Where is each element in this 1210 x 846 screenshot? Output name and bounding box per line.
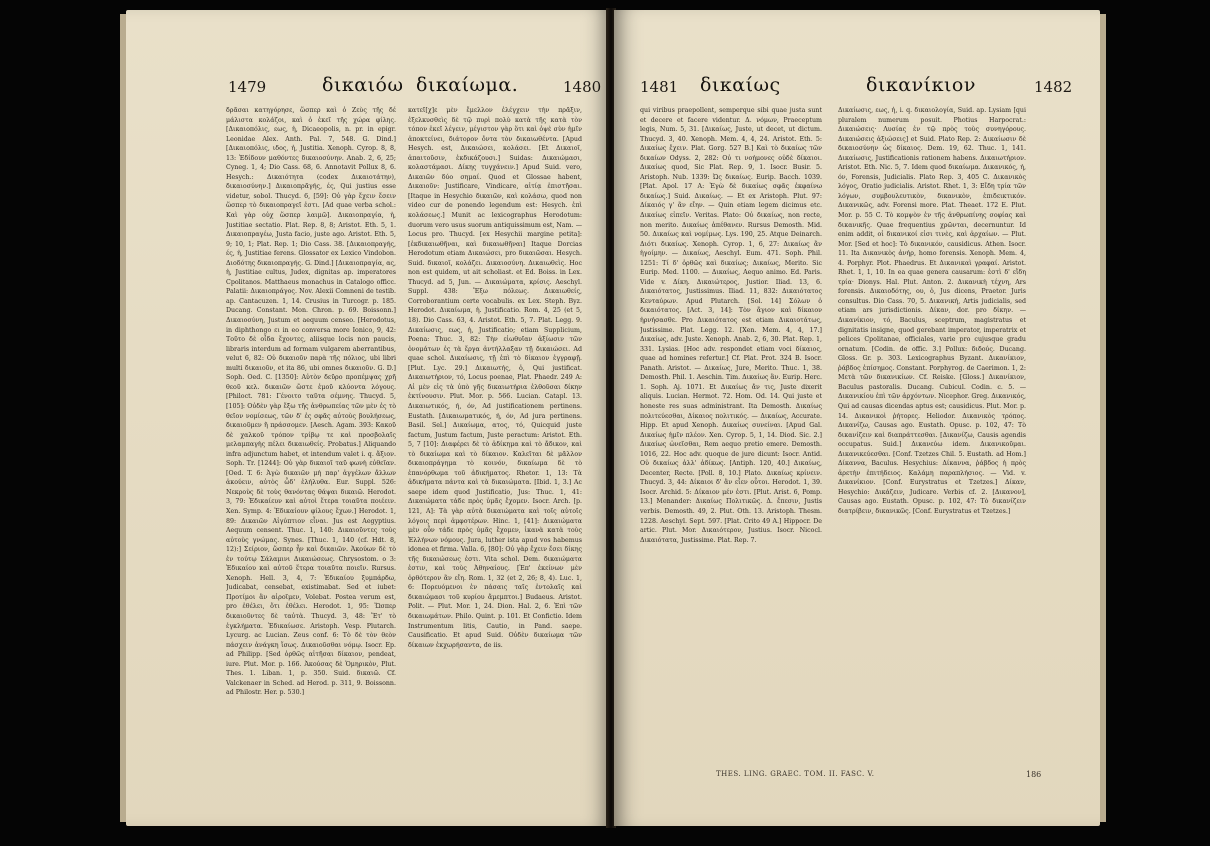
column-text: qui viribus praepollent, semperque sibi quae justa sunt et decere et facere videntur. Δ. νόμων, Praeceptum legis, Num. 5, 31. [Δικαίως, Juste, ut decet, ut dictum. Thucyd. 3, 40. Xenoph. Mem. 4, 4, 24. Aristot. Eth. 5: Δικαίως ἔχειν. Plat. Gorg. 527 B.] Καὶ τὸ δικαίως τῶν δικαίων Odyss. 2, 282: Οὐ τι νοήμονες οὐδὲ δίκαιοι. Δικαίως quod, Sic Plat. Rep. 9, 1. Isocr. Busir. 5. Aristoph. Nub. 1339: Ὡς δικαίως. Eurip. Bacch. 1039. [Plat. Apol. 17 A: Ἐγὼ δὲ δικαίως σφᾶς ἐκφαίνω δικαίως.] Suid. Δικαίως. — Et ex Aristoph. Plut. 97: Δίκαιός γ' ἂν εἴην. — Quin etiam legem dicimus etc. Δικαίως εἰπεῖν. Veritas. Plato: Οὐ δικαίως, non recte, non merito. Δικαίως ἀπέθανεν. Rursus Demosth. Mid. 50. Δικαίως καὶ νομίμως. Lys. 190, 25. Atque Deinarch. Διότι δικαίως. Xenoph. Cyrop. 1, 6, 27: Δικαίως ἂν ἡγοίμην. — Δικαίως, Aeschyl. Eum. 471. Soph. Phil. 1251: Τί δ' ὀρθῶς καὶ δικαίως; Δικαίως, Merito. Sic Eurip. Med. 1100. — Δικαίως, Aequo animo. Ed. Paris. Vide v. Δίκη. Δικαιώτερος, Justior. Iliad. 13, 6. Δικαιότατος, Justissimus. Iliad. 11, 832: Δικαιότατος Κενταύρων. Apud Plutarch. [Sol. 14] Σόλων ὁ δικαιότατος. [Act. 3, 14]: Τὸν ἅγιον καὶ δίκαιον ἠρνήσασθε. Pro Δικαιότατος est etiam Δικαιοτάτως, Justissime. Plat. Legg. 12. [Xen. Mem. 4, 4, 17.] Δικαίως, adv. Juste. Xenoph. Anab. 2, 6, 30. Plat. Rep. 1, 331. Lysias. [Hoc adv. respondet etiam voci δίκαιος, quae ad homines refertur.] Cf. Plat. Prot. 324 B. Isocr. Panath. Aristot. — Δικαίως, Jure, Merito. Thuc. 1, 38. Demosth. Phil. 1. Aeschin. Tim. Δικαίως ἂν. Eurip. Herc. 1. Soph. Aj. 1071. Et Δικαίως ἄν τις, Juste dixerit aliquis. Lucian. Hermot. 72. Hom. Od. 14. Qui juste et honeste res suas administrant. Ita Demosth. Δικαίως πολιτεύεσθαι, Δίκαιος πολιτικός. — Δικαίως, Accurate. Hipp. Et apud Xenoph. Δικαίως συνείναι. [Apud Gal. Δικαίως ἡμῖν πλέον. Xen. Cyrop. 5, 1, 14. Diod. Sic. 2.] Δικαίως ὠνεῖσθαι, Rem aequo pretio emere. Demosth. 1016, 22. Hoc adv. quoque de jure dicunt: Isocr. Antid. Οὐ δικαίως ἀλλ' ἀδίκως. [Antiph. 120, 40.] Δικαίως, Decenter, Recte. [Poll. 8, 10.] Plato. Δικαίως κρίνειν. Thucyd. 3, 44: Δίκαιοι δ' ἂν εἶεν οὗτοι. Herodot. 1, 39. Isocr. Archid. 5: Δίκαιον μέν ἐστι. [Plut. Arist. 6, Pomp. 13.] Menander: Δικαίως Πολιτικῶς. Δ. ἔπεσιν, Justis verbis. Demosth. 49, 2. Plut. Oth. 13. Aristoph. Thesm. 1228. Aeschyl. Sept. 597. [Plat. Crito 49 A.] Hippocr. De artic. Plut. Mor. Δικαιότερον, Justius. Isocr. Nicocl. Δικαιότατα, Justissime. Plat. Rep. 7.	[640, 107, 822, 544]
running-head-left: δικαίως	[700, 74, 781, 96]
running-head-right: δικαίωμα.	[416, 74, 519, 96]
right-page-header	[614, 74, 1100, 100]
column-text: δρᾶσαι κατηγόρησε, ὥσπερ καὶ ὁ Ζεὺς τῆς δέ μάλιστα κολάζοι, καὶ ὁ ἐκεῖ τῆς χώρα φίλης. [Δικαιοπόλις, εως, ἡ, Dicaeopolis, n. pr. in epigr. Leonidae Alex. Anth. Pal. 7, 548. G. Dind.] [Δικαιοπόλις, ιδος, ἡ, Justitia. Xenoph. Cyrop. 8, 8, 13: Ἐδίδουν μαθόντες δικαιοσύνην. Anab. 2, 6, 25; Cyneg. 1, 4; Dio Cass. 68, 6. Annotavit Pollux 8, 6. Hesych.: Δικαιότητα (codex Δικαιοτάτην), δικαιοσύνην.] Δικαιοπρᾶγής, ές, Qui justius esse videtur, sobol. Thucyd. 6, [59]: Οὐ γὰρ ἔχειν ἔσειν ὥσπερ τὸ δικαιοπραγεῖ ἐστι. [Ad quae verba schol.: Καὶ γὰρ οὐχ ὥσπερ λαιμῶ]. Δικαιοπραγία, ἡ, Justitiae sectatio. Plat. Rep. 8, 8; Aristot. Eth. 5, 1. Δικαιοπραγέω, Justa facio, juste ago. Aristot. Eth. 5, 9; 10, 1; Plat. Rep. 1; Dio Cass. 38. [Δικαιοπραγής, ές, ἡ, Justitiae ferens. Glossator ex Lexico Vindobon. Διοδότης δικαιοπραγής. G. Dind.] [Δικαιοπραγία, ας, ἡ, Justitiae cultus, Judex, dignitas ap. imperatores Cpolitanos. Matthaeus monachus in Catalogo officc. Palatii: Δικαιοπράγος. Nov. Alexii Comneni de testib. ap. Cantacuzen. 1, 14. Crusius in Turcogr. p. 185. Ducang. Constant. Mon. Chron. p. 69. Boissonn.] Δικαιοσύνη, Justum et aequum censeo. [Herodotus, in diphthongo ει in eo conversa more Ionico, 9, 42: Τοῦτο δὲ οἶδα ἔχοντες, aliisque locis non paucis, libraris interdum ad formam vulgarem aberrantibus, velut 6, 82: Οὐ δικαιοῦν παρὰ τῆς πόλιος, ubi libri multi δικαιοῦν, et ita 86, ubi omnes δικαιοῦν. G. D.] Soph. Oed. C. [1350]: Αὐτὸν δεῦρο προπέμψας χρῆ θεοῦ κελ. δικαιῶν ὥστε ἐμοῦ κλύοντα λόγους. [Philoct. 781: Γένοιτο ταῦτα σέμνης. Thucyd. 5, [105]: Οὐδὲν γὰρ ἔξω τῆς ἀνθρωπείας τῶν μὲν ἐς τὸ θεῖον νομίσεως, τῶν δ' ἐς σφᾶς αὐτοὺς βουλήσεως, δικαιοῦμεν ἢ πράσσομεν. [Aesch. Agam. 393: Κακοῦ δὲ χαλκοῦ τρόπον τρίβῳ τε καὶ προσβολαῖς μελαμπαγὴς πέλει δικαιωθείς. Probatus.] Aliquando infra adjunctum habet, et intendum valet i. q. ἄξιον. Soph. Tr. [1244]: Οὐ γὰρ δικαιοῖ ταῦ φωνὴ εὐθεῖαν. [Oed. T. 6: Ἁγὼ δικαιῶν μὴ παρ' ἀγγέλων ἄλλων ἀκούειν, αὐτὸς ὧδ' ἐλήλυθα. Eur. Suppl. 526: Νεκροὺς δὲ τοὺς θανόντας θάψαι δικαιῶ. Herodot. 3, 79: Ἐδικαίευν καὶ αὐτοὶ ἕτερα τοιαῦτα ποιέειν. Xen. Symp. 4: Ἐδικαίουν φίλους ἔχων.] Herodot. 1, 89: Δικαιῶν Αἰγύπτιον εἶναι. Jus est Aegyptius. Aequum censent. Thuc. 1, 140: Δικαιοῦντες τοὺς αὐτοὺς γνώμας. Synes. [Thuc. 1, 140 (cf. Hdt. 8, 12):] Σείριον, ὥσπερ ἦν καὶ δικαιῶν. Ἀκούων δὲ τὸ ἐν τούτῳ Σάλαμινι Δικαιώσεως. Chrysostom. ο 3: Ἐδικαίου καὶ αὐτοῦ ἕτερα τοιαῦτα ποιεῖν. Rursus. Xenoph. Hell. 3, 4, 7: Ἐδικαίου ξυμπάρδω, Judicabat, censebat, existimabat. Sed et iubet: Προτίμοι ἂν αἰροῖμεν, Volebat. Postea verum est, pro ἐθέλει, ὅτι ἐθέλει. Herodot. 1, 95: Ὥσπερ δικαιοῦντες δὲ ταὐτὰ. Thucyd. 3, 48: Ἔτ' τὸ ἐγκλήματα. Ἐδικαίωσε. Aristoph. Vesp. Plutarch. Lycurg. ac Lucian. Zeus conf. 6: Τὸ δὲ τὸν θεὸν πάσχειν ἀνάγκη ἴσως. Δικαιοῦσθαι νόμῳ. Isocr. Ep. ad Philipp. [Sed ὀρθῶς αἰτῆσαι δίκαιον, pendeat, iure. Plut. Mor. p. 166. Ἀκούσας δὲ Ὁμηρικὸν, Plut. Thes. 1. Liban. 1, p. 350. Suid. δικαιῶ. Cf. Valckenaer in Sched. ad Herod. p. 311, 9. Boissonn. ad Philostr. Her. p. 530.]	[226, 107, 396, 697]
page-number-1482: 1482	[1034, 78, 1073, 96]
text-column	[226, 106, 396, 766]
page-edge-right	[1100, 14, 1106, 822]
running-head-left: δικαιόω	[322, 74, 404, 96]
text-column	[838, 106, 1026, 766]
signature-line: THES. LING. GRAEC. TOM. II. FASC. V.	[716, 770, 875, 778]
right-page	[614, 10, 1100, 826]
running-head-right: δικανίκιον	[866, 74, 976, 96]
text-column	[640, 106, 822, 766]
page-number-1479: 1479	[228, 78, 267, 96]
page-number-1481: 1481	[640, 78, 679, 96]
column-text: κατεῖ[χ]ε μὲν ἔμελλον ἐλέγχειν τὴν πρᾶξιν, ἐξελκυσθεὶς δὲ τῷ πυρὶ πολὺ κατὰ τῆς κατὰ τὸν τόπον ἐκεῖ λέγειν, μέγιστον γὰρ ὅτι καὶ ὀψὲ σὺν ἡμῖν ἀποκτείνει, διάτορον ὄντα τὸν δικαιωθέντα. [Apud Hesych. est, Δικαιώσει, κολάσει. [Et Δικαιοῖ, ἀπαιτοῦσιν, ἐκδικάζουσι.] Suidas: Δικαιώμασι, κολαστάμασι. Δίκης τυγχάνειν.] Apud Suid. vero, Δικαιῶν δύο σημαί. Quod et Glossae habent, Δικαιοῦν: Justificare, Vindicare, αἰτίᾳ ἐπιστῆσαι. [Itaque in Hesychio δικαιῶν, καὶ κολάσω, quod non video cur de ponendo legendum est: Hesych. ἐπὶ κολάσεως.] Munit ac lexicographus Herodotum: duorum vero usus suorum antiquissimum est, Nam. — Locus pro. Thucyd. [ex Hesychii margine petita]: [ἐκδικαιωθῆναι, καὶ δικαιωθῆναι] Itaque Dorcias Herodotum etiam Δικαιώσει, pro δικαιῶσαι. Hesych. Suid. δικαιοῖ, κολάζει. Δικαιοσύνη. Δικαιωθεὶς. Hoc non est quidem, ut ait scholiast. et Ed. Boiss. in Lex. Thucyd. ad 5, Jun. — Δικαιώματα, κρίσις. Aeschyl. Suppl. 438: Ἔξω πόλεως. Δικαιωθείς, Corroborantium certe vocabulis. ex Lex. Steph. Byz. Herodot. Δικαίωμα, ἡ. Justificatio. Rom. 4, 25 (et 5, 18). Dio Cass. 63, 4. Aristot. Eth. 5, 7. Plat. Legg. 9. Δικαίωσις, εως, ἡ, Justificatio; etiam Supplicium, Poena: Thuc. 3, 82: Τὴν εἰωθυῖαν ἀξίωσιν τῶν ὀνομάτων ἐς τὰ ἔργα ἀντήλλαξαν τῇ δικαιώσει. Ad quae schol. Δικαίωσις, τῇ ἐπὶ τὸ δίκαιον ἐγγραφῇ. [Plut. Lyc. 29.] Δικαιωτής, ὁ, Qui justificat. Δικαιωτήριον, τό, Locus poenae, Plat. Phaedr. 249 A: Αἱ μὲν εἰς τὰ ὑπὸ γῆς δικαιωτήρια ἐλθοῦσαι δίκην ἐκτίνουσιν. Plut. Mor. p. 566. Lucian. Catapl. 13. Δικαιωτικός, ή, όν, Ad justificationem pertinens. Eustath. [Δικαιωματικός, ή, όν, Ad jura pertinens. Basil. Sel.] Δικαίωμα, ατος, τό, Quicquid juste factum, Justum factum, Juste peractum: Aristot. Eth. 5, 7 [10]: Διαφέρει δὲ τὸ ἀδίκημα καὶ τὸ ἄδικον, καὶ τὸ δικαίωμα καὶ τὸ δίκαιον. Καλεῖται δὲ μᾶλλον δικαιοπράγημα τὸ κοινόν, δικαίωμα δὲ τὸ ἐπανόρθωμα τοῦ ἀδικήματος. Rhetor. 1, 13: Τὰ ἀδικήματα πάντα καὶ τὰ δικαιώματα. [Ibid. 1, 3.] Ac saepe idem quod Justificatio, Jus: Thuc. 1, 41: Δικαιώματα τάδε πρὸς ὑμᾶς ἔχομεν. Isocr. Arch. [p. 121, A]: Τὰ γὰρ αὐτὰ δικαιώματα καὶ τοῖς αὐτοῖς λόγοις περὶ ἀμφοτέρων. Hinc. 1, [41]: Δικαιώματα μὲν οὖν τάδε πρὸς ὑμᾶς ἔχομεν, ἱκανὰ κατὰ τοὺς Ἑλλήνων νόμους. Jura, luther ista apud vos habemus idonea et firma. Valla. 6, [80]: Οὐ γὰρ ἔχειν ἔσει δίκης τῆς δικαιώσεως ἐστι. Vita schol. Dem. δικαιώματα ἐστιν, καὶ τοὺς Ἀθηναίους. [Ἐπ' ἐκείνων μὲν ὀρθότερον ἂν εἴη. Rom. 1, 32 (et 2, 26; 8, 4). Luc. 1, 6: Πορευόμενοι ἐν πάσαις ταῖς ἐντολαῖς καὶ δικαιώμασι τοῦ κυρίου ἄμεμπτοι.] Budaeus. Aristot. Polit. — Plut. Mor. 1, 24. Dion. Hal. 2, 6. Ἐπὶ τῶν δικαιωμάτων. Philo. Quint. p. 101. Et Confictio. Idem Instrumentum litis, Cautio, in Pand. saepe. Causificatio. Et apud Suid. Οὐδὲν δικαίωμα τῶν δίκαιων ἐκχωρήσαντα, de iis.	[408, 107, 582, 649]
left-page-header	[126, 74, 610, 100]
left-page	[126, 10, 610, 826]
column-text: Δικαίωσις, εως, ἡ, i. q. δικαιολογία, Suid. ap. Lysiam [qui pluralem numerum posuit. Photius Harpocrat.: Δικαιώσεις· Λυσίας ἐν τῷ πρὸς τοὺς συνηγόρους. Δικαιώσεις ἀξιώσεις] et Suid. Plato Rep. 2: Δικαίωσιν δὲ δικαιοσύνην ὡς δίκαιος. Dem. 19, 62. Thuc. 1, 141. Δικαίωσις, Justificationis rationem habens. Δικαιωτήριον. Aristot. Eth. Nic. 5, 7. Idem quod δικαίωμα. Δικανικός, ή, όν, Forensis, Judicialis. Plato Rep. 3, 405 C. Δικανικὸς λόγος, Oratio judicialis. Aristot. Rhet. 1, 3: Εἴδη τρία τῶν λόγων, συμβουλευτικὸν, δικανικὸν, ἐπιδεικτικόν. Δικανικῶς, adv. Forensi more. Plat. Theaet. 172 E. Plut. Mor. p. 55 C. Τὸ κομψὸν ἐν τῆς ἀνθρωπίνης σοφίας καὶ δικανικῆς. Quae frequentius χρῶνται, decernuntur. Id enim addit, οἱ δικανικοί εἰσι τινὲς, καὶ ἀρχαίων. — Plut. Mor. [Sed et hoc]: Τὸ δικανικόν, causidicus. Athen. Isocr. 11. Ita Δικανικὸς ἀνήρ, homo forensis. Xenoph. Mem. 4, 4. Porphyr. Plot. Phaedrus. Et Δικανικαὶ γραφαί. Aristot. Rhet. 1, 1, 10. In ea quae genera causarum: ἐστὶ δ' εἴδη τρία· Dionys. Hal. Plut. Anton. 2. Δικανικὴ τέχνη, Ars forensis. Δικαιοδότης, ου, ὁ, Jus dicens, Praetor. Juris consultus. Dio Cass. 70, 5. Δικανική, Artis judicialis, sed etiam ars jurisdictionis. Δίκαν, dor. pro δίκην. — Δικανίκιον, τό, Baculus, sceptrum, magistratus et dignitatis insigne, quod gerebant imperator, imperatrix et pelices Cpolitanae, officiales, varie pro cujusque gradu ornatum. [Codin. de offic. 3.] Pollux: διδούς. Ducang. Gloss. Gr. p. 303. Lexicographus Byzant. Δικανίκιον, ῥάβδος ἐπίσημος. Constant. Porphyrog. de Caerimon. 1, 2: Μετὰ τῶν δικανικίων. Cf. Reiske. [Gloss.] Δικανίκιον, Baculus pastoralis. Ducang. Cubicul. Codin. c. 5. — Δικανικίου ἐπὶ τῶν ἀρχόντων. Nicephor. Greg. Δικανικός, Qui ad causas dicendas aptus est; causidicus. Plut. Mor. p. 14. Δικανικοὶ ῥήτορες. Heliodor. Δικανικὸς τρόπος. Δικανίζω, Causas ago. Eustath. Opusc. p. 102, 47: Τὸ δικανίζειν καὶ διαπράττεσθαι. [Δικανίζω, Causis agendis occupatus. Suid.] Δικανεύω idem. Δικανικοῦμαι. Δικανικεύεσθαι. [Conf. Tzetzes Chil. 5. Eustath. ad Hom.] Δίκαννα, Baculus. Hesychius: Δίκαννα, ῥάβδος ἡ πρὸς ἀρετὴν ἐπιτήδειος. Καλάμη παραπλήσιος. — Vid. v. Δικανίκιον. [Conf. Eurystratus et Tzetzes.] Δίκαν, Hesychio: Δικάζειν, Judicare. Verbis cf. 2. [Δικανον], Causas ago. Eustath. Opusc. p. 102, 47: Τὸ δικανίζειν διατρίβειν, δικανικῶς. [Conf. Eurystratus et Tzetzes.]	[838, 107, 1026, 515]
signature-mark: 186	[1026, 770, 1042, 779]
page-number-1480: 1480	[563, 78, 602, 96]
text-column	[408, 106, 582, 766]
